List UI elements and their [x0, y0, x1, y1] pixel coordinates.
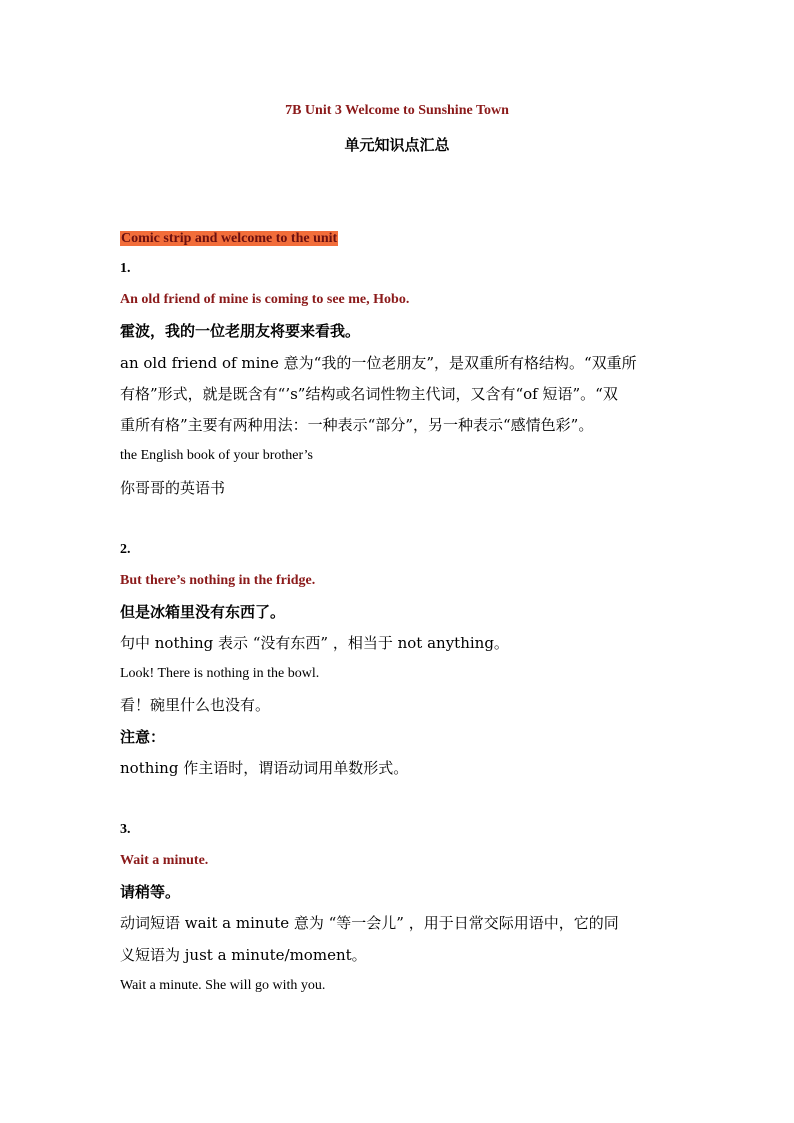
item-explanation-line: an old friend of mine 意为“我的一位老朋友”，是双重所有格结构。“双重所 — [120, 354, 637, 372]
item-explanation-line: 句中 nothing 表示 “没有东西” ，相当于 not anything。 — [120, 634, 509, 652]
item-note: nothing 作主语时，谓语动词用单数形式。 — [120, 759, 409, 777]
item-sentence: An old friend of mine is coming to see me, Hobo. — [120, 292, 410, 307]
item-explanation-line: 重所有格”主要有两种用法：一种表示“部分”，另一种表示“感情色彩”。 — [120, 416, 594, 434]
page-title: 7B Unit 3 Welcome to Sunshine Town — [285, 103, 509, 118]
item-number: 1. — [120, 261, 131, 276]
item-example: the English book of your brother’s — [120, 448, 313, 463]
section-heading — [120, 227, 338, 249]
item-number: 3. — [120, 822, 131, 837]
item-explanation-line: 义短语为 just a minute/moment。 — [120, 946, 367, 964]
item-example: Wait a minute. She will go with you. — [120, 978, 326, 993]
item-explanation-line: 动词短语 wait a minute 意为 “等一会儿” ，用于日常交际用语中，它的同 — [120, 914, 619, 932]
item-note-label: 注意： — [120, 728, 166, 746]
item-example: Look! There is nothing in the bowl. — [120, 666, 320, 681]
item-translation: 霍波，我的一位老朋友将要来看我。 — [120, 322, 361, 340]
item-example-translation: 看！碗里什么也没有。 — [120, 696, 271, 714]
item-translation: 请稍等。 — [120, 883, 181, 901]
item-explanation-line: 有格”形式，就是既含有“’s”结构或名词性物主代词，又含有“of 短语”。“双 — [120, 385, 618, 403]
item-translation: 但是冰箱里没有东西了。 — [120, 603, 286, 621]
section-label: Comic strip and welcome to the unit — [121, 231, 338, 246]
item-number: 2. — [120, 542, 131, 557]
item-sentence: Wait a minute. — [120, 853, 209, 868]
page-subtitle: 单元知识点汇总 — [344, 136, 450, 154]
item-example-translation: 你哥哥的英语书 — [120, 479, 226, 497]
item-sentence: But there’s nothing in the fridge. — [120, 573, 316, 588]
